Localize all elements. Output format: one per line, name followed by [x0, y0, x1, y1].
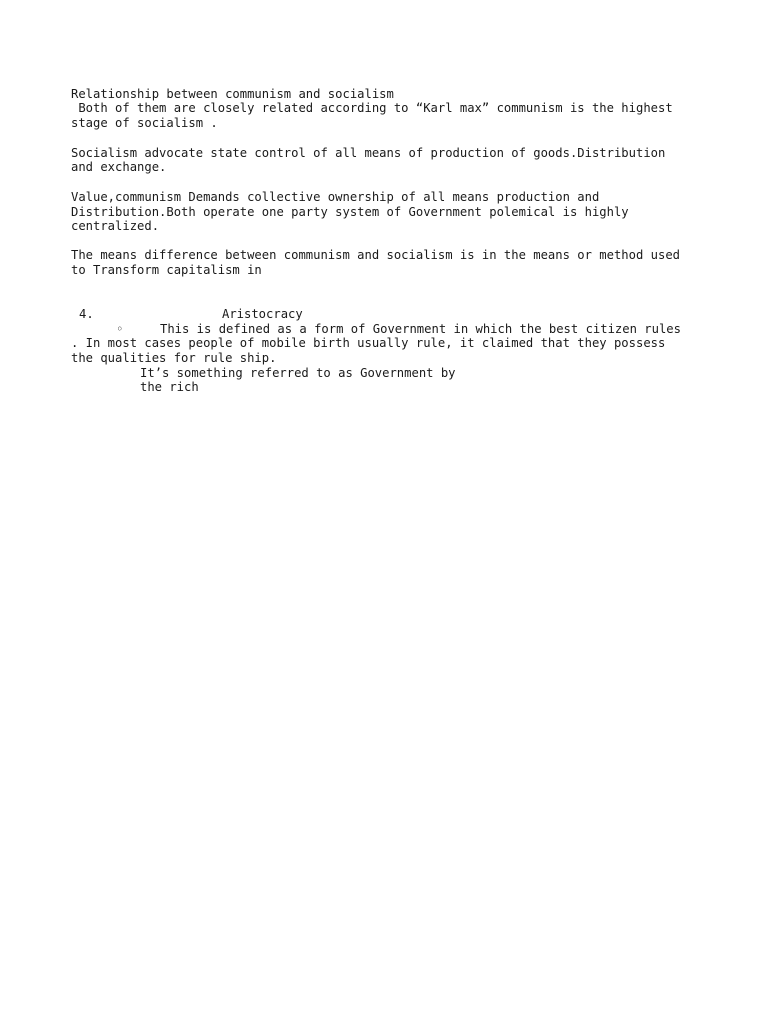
paragraph-line: The means difference between communism and socialism is in the means or method used — [71, 248, 681, 262]
paragraph-line: and exchange. — [71, 160, 167, 174]
bullet-glyph: ◦ — [116, 322, 124, 336]
paragraph-line: Distribution.Both operate one party system of Government polemical is highly — [71, 205, 629, 219]
paragraph-line: to Transform capitalism in — [71, 263, 262, 277]
list-number: 4. — [79, 307, 94, 321]
paragraph-line: Both of them are closely related according to “Karl max” communism is the highest — [71, 101, 673, 115]
list-title: Aristocracy — [222, 307, 303, 321]
paragraph-line: Socialism advocate state control of all means of production of goods.Distribution — [71, 146, 666, 160]
bullet-text-line: . In most cases people of mobile birth usually rule, it claimed that they possess — [71, 336, 666, 350]
paragraph-line: stage of socialism . — [71, 116, 218, 130]
paragraph-line: Value,communism Demands collective ownership of all means production and — [71, 190, 600, 204]
indented-line: the rich — [140, 380, 199, 394]
bullet-text-line: the qualities for rule ship. — [71, 351, 277, 365]
indented-line: It’s something referred to as Government by — [140, 366, 456, 380]
paragraph-line: centralized. — [71, 219, 160, 233]
document-heading: Relationship between communism and socialism — [71, 87, 394, 101]
bullet-text-line: This is defined as a form of Government in which the best citizen rules — [160, 322, 681, 336]
